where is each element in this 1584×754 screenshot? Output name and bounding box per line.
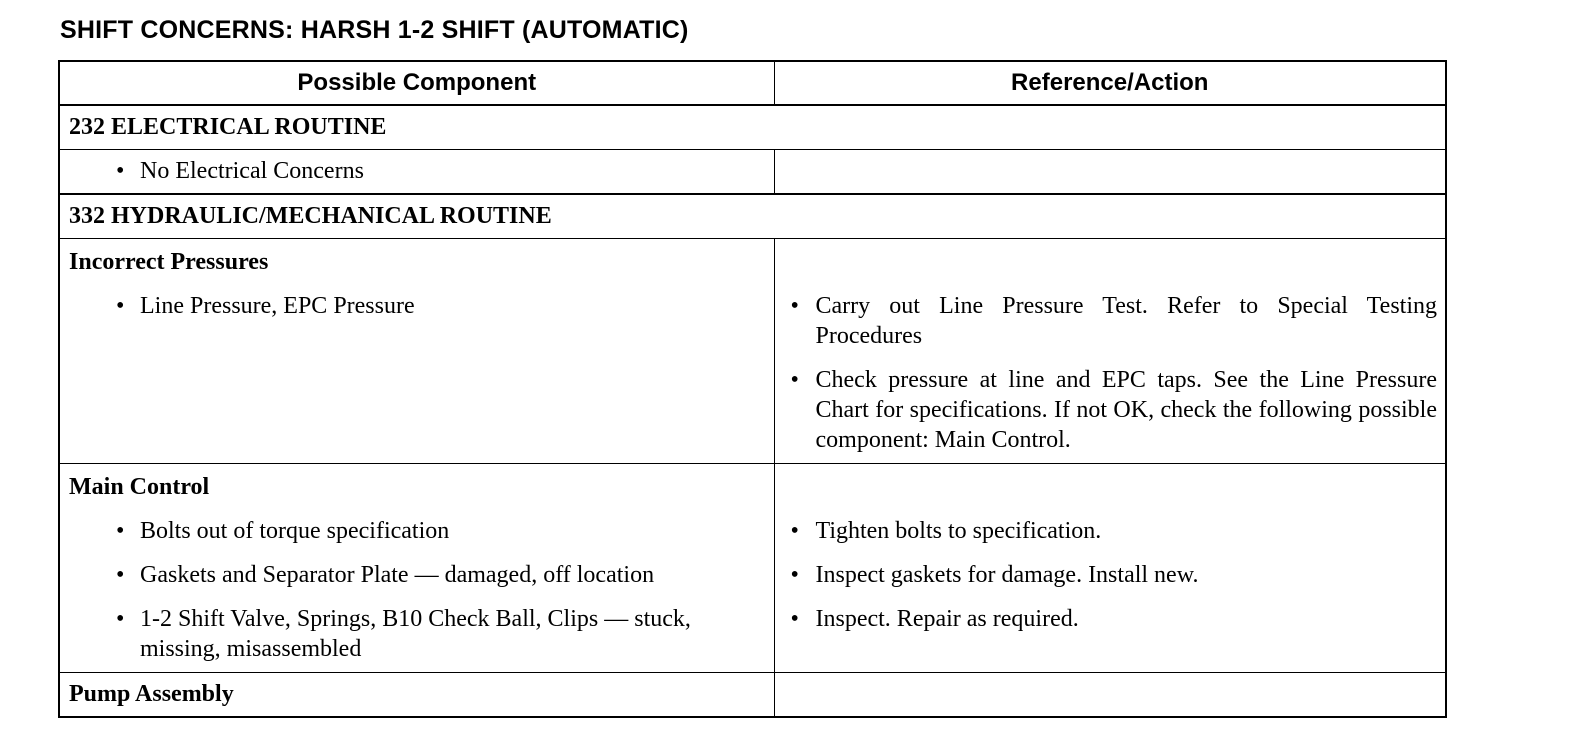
- section-heading-electrical: 232 ELECTRICAL ROUTINE: [59, 105, 1446, 150]
- component-cell: [59, 239, 774, 464]
- table-row: [59, 673, 1446, 718]
- component-item: • Line Pressure, EPC Pressure: [60, 291, 774, 321]
- table-row: [59, 150, 1446, 195]
- component-cell: [59, 464, 774, 673]
- action-cell-empty: [774, 150, 1446, 195]
- section-row-hydraulic: [59, 194, 1446, 239]
- component-item: • 1-2 Shift Valve, Springs, B10 Check Ball, Clips — stuck, missing, misassembled: [60, 604, 774, 664]
- action-cell-empty: [774, 673, 1446, 718]
- component-cell: [59, 150, 774, 195]
- action-item: • Tighten bolts to specification.: [775, 516, 1446, 546]
- component-item: • Gaskets and Separator Plate — damaged, off location: [60, 560, 774, 590]
- header-reference-action: Reference/Action: [774, 61, 1446, 105]
- action-cell: [774, 239, 1446, 464]
- group-title-main-control: Main Control: [69, 474, 210, 500]
- table-row: [59, 239, 1446, 464]
- action-cell: [774, 464, 1446, 673]
- group-title-pump-assembly: Pump Assembly: [69, 681, 234, 707]
- header-row: [59, 61, 1446, 105]
- section-row-electrical: [59, 105, 1446, 150]
- page-title: SHIFT CONCERNS: HARSH 1-2 SHIFT (AUTOMATIC): [60, 16, 689, 44]
- action-item: • Check pressure at line and EPC taps. See the Line Pressure Chart for specifications. If not OK, check the following possible component: Main Control.: [775, 365, 1446, 455]
- section-heading-hydraulic: 332 HYDRAULIC/MECHANICAL ROUTINE: [59, 194, 1446, 239]
- diagnostic-table: [58, 60, 1447, 718]
- component-cell: [59, 673, 774, 718]
- table-row: [59, 464, 1446, 673]
- action-item: • Inspect gaskets for damage. Install new.: [775, 560, 1446, 590]
- component-item: • No Electrical Concerns: [60, 156, 774, 186]
- component-item: • Bolts out of torque specification: [60, 516, 774, 546]
- action-item: • Carry out Line Pressure Test. Refer to Special Testing Procedures: [775, 291, 1446, 351]
- group-title-incorrect-pressures: Incorrect Pressures: [69, 249, 269, 275]
- header-possible-component: Possible Component: [59, 61, 774, 105]
- action-item: • Inspect. Repair as required.: [775, 604, 1446, 634]
